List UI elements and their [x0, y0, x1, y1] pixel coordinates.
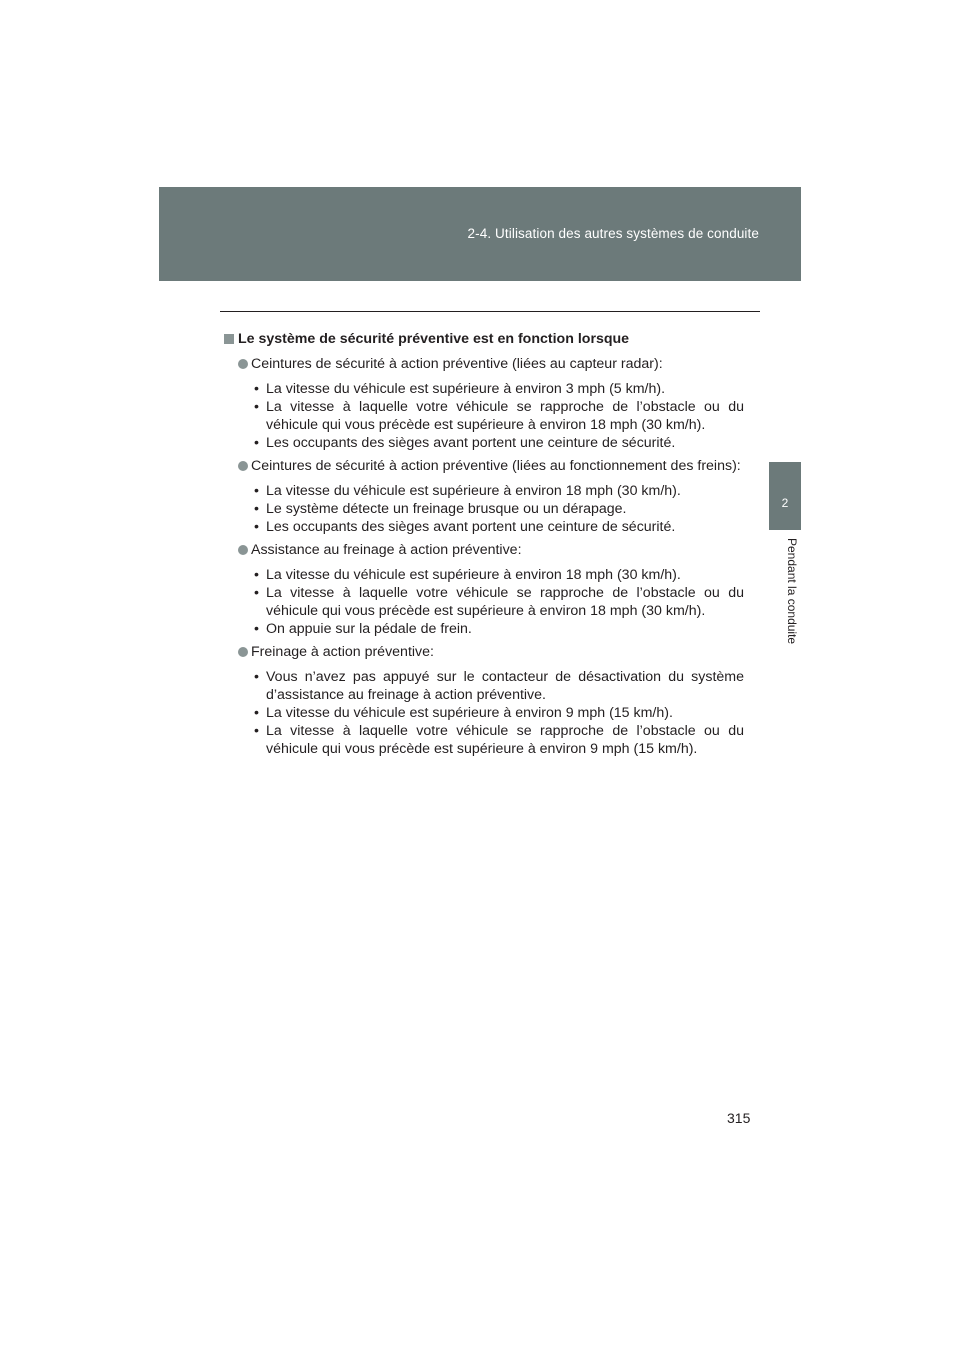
- condition-heading: [224, 355, 744, 373]
- list-item: [224, 398, 744, 434]
- bullet-icon: •: [254, 483, 259, 499]
- condition-list: [224, 482, 744, 536]
- list-item-text: La vitesse du véhicule est supérieure à environ 18 mph (30 km/h).: [266, 483, 681, 499]
- section-heading: [224, 330, 744, 348]
- bullet-icon: •: [254, 669, 259, 685]
- list-item: [224, 722, 744, 758]
- list-item-text: On appuie sur la pédale de frein.: [266, 621, 472, 637]
- list-item: [224, 620, 744, 638]
- list-item-text: La vitesse à laquelle votre véhicule se rapproche de l’obstacle ou du véhicule qui vous précède est supérieure à environ 18 mph (30 km/h).: [266, 399, 744, 433]
- section-divider: [220, 311, 760, 312]
- list-item-text: La vitesse du véhicule est supérieure à environ 3 mph (5 km/h).: [266, 381, 666, 397]
- list-item: [224, 584, 744, 620]
- list-item: [224, 566, 744, 584]
- condition-label: Assistance au freinage à action préventive:: [251, 542, 522, 558]
- circle-bullet-icon: [238, 359, 248, 369]
- list-item-text: Les occupants des sièges avant portent une ceinture de sécurité.: [266, 519, 676, 535]
- circle-bullet-icon: [238, 545, 248, 555]
- list-item-text: La vitesse du véhicule est supérieure à environ 18 mph (30 km/h).: [266, 567, 681, 583]
- condition-list: [224, 566, 744, 638]
- bullet-icon: •: [254, 585, 259, 601]
- list-item-text: Le système détecte un freinage brusque ou un dérapage.: [266, 501, 627, 517]
- list-item-text: Les occupants des sièges avant portent une ceinture de sécurité.: [266, 435, 676, 451]
- list-item: [224, 434, 744, 452]
- list-item-text: La vitesse à laquelle votre véhicule se rapproche de l’obstacle ou du véhicule qui vous précède est supérieure à environ 9 mph (15 km/h).: [266, 723, 744, 757]
- chapter-header-band: [159, 187, 801, 281]
- list-item: [224, 482, 744, 500]
- condition-label: Freinage à action préventive:: [251, 644, 434, 660]
- bullet-icon: •: [254, 381, 259, 397]
- condition-heading: [224, 643, 744, 661]
- bullet-icon: •: [254, 501, 259, 517]
- list-item: [224, 500, 744, 518]
- chapter-number: 2: [781, 496, 789, 510]
- bullet-icon: •: [254, 519, 259, 535]
- bullet-icon: •: [254, 705, 259, 721]
- list-item: [224, 704, 744, 722]
- list-item: [224, 518, 744, 536]
- circle-bullet-icon: [238, 461, 248, 471]
- chapter-side-tab: [769, 462, 801, 530]
- bullet-icon: •: [254, 399, 259, 415]
- section-title: Le système de sécurité préventive est en fonction lorsque: [238, 331, 630, 347]
- list-item: [224, 668, 744, 704]
- condition-heading: [224, 541, 744, 559]
- bullet-icon: •: [254, 435, 259, 451]
- chapter-title: 2-4. Utilisation des autres systèmes de conduite: [467, 226, 759, 241]
- bullet-icon: •: [254, 621, 259, 637]
- bullet-icon: •: [254, 723, 259, 739]
- square-bullet-icon: [224, 334, 234, 344]
- page-number: 315: [727, 1110, 751, 1126]
- condition-label: Ceintures de sécurité à action préventive (liées au capteur radar):: [251, 356, 663, 372]
- condition-heading: [224, 457, 744, 475]
- condition-list: [224, 380, 744, 452]
- list-item-text: La vitesse du véhicule est supérieure à environ 9 mph (15 km/h).: [266, 705, 673, 721]
- list-item-text: Vous n’avez pas appuyé sur le contacteur de désactivation du système d’assistance au freinage à action préventive.: [266, 669, 744, 703]
- list-item-text: La vitesse à laquelle votre véhicule se rapproche de l’obstacle ou du véhicule qui vous précède est supérieure à environ 18 mph (30 km/h).: [266, 585, 744, 619]
- list-item: [224, 380, 744, 398]
- section-content: [224, 330, 744, 763]
- bullet-icon: •: [254, 567, 259, 583]
- circle-bullet-icon: [238, 647, 248, 657]
- condition-list: [224, 668, 744, 758]
- condition-label: Ceintures de sécurité à action préventive (liées au fonctionnement des freins):: [251, 458, 741, 474]
- chapter-side-label: Pendant la conduite: [785, 538, 799, 645]
